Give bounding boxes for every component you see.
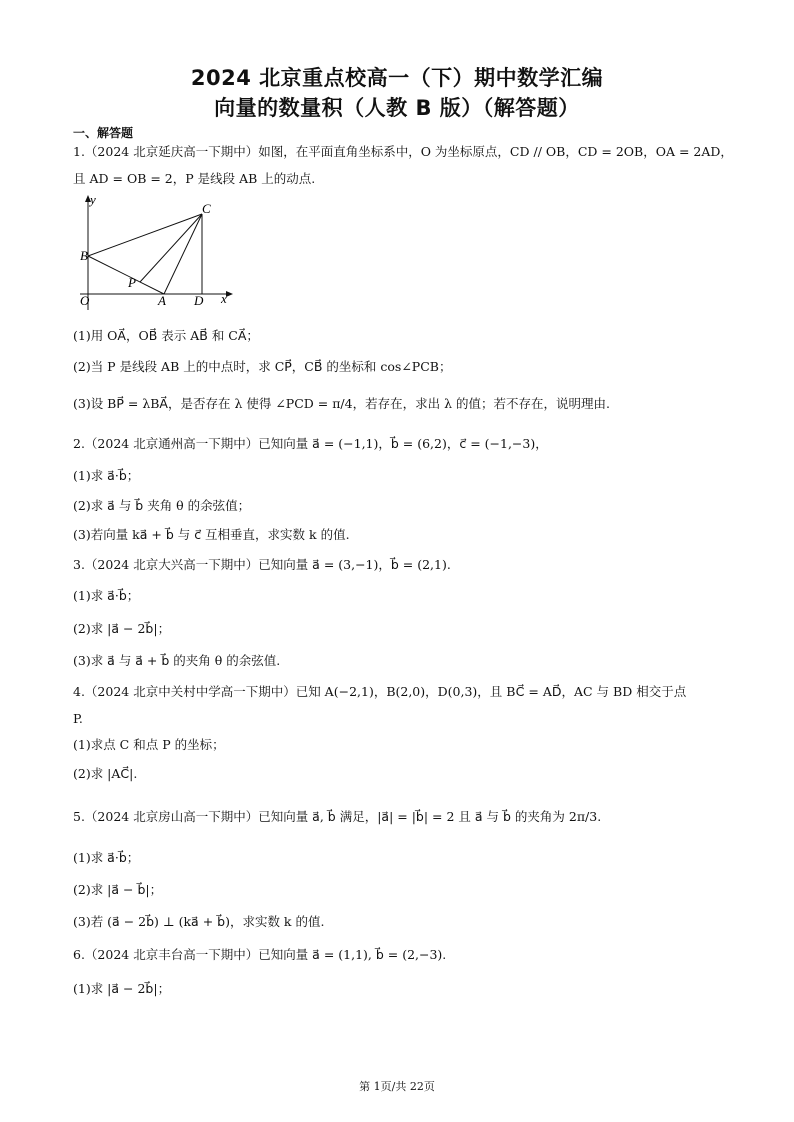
segment-BA (88, 256, 164, 294)
x-axis-arrow (226, 291, 233, 297)
problem-3-part-1: (1)求 a⃗·b⃗； (73, 588, 140, 603)
page-title-line-1: 2024 北京重点校高一（下）期中数学汇编 (190, 66, 604, 90)
problem-1-part-1: (1)用 OA⃗，OB⃗ 表示 AB⃗ 和 CA⃗； (73, 328, 259, 343)
problem-2-part-1: (1)求 a⃗·b⃗； (73, 468, 140, 483)
label-B: B (80, 248, 88, 263)
page-footer: 第 1页/共 22页 (359, 1080, 435, 1093)
segment-CP (140, 214, 202, 282)
problem-2-part-2: (2)求 a⃗ 与 b⃗ 夹角 θ 的余弦值； (73, 498, 251, 513)
label-O: O (80, 293, 90, 308)
label-C: C (202, 201, 211, 216)
problem-3-part-3: (3)求 a⃗ 与 a⃗ + b⃗ 的夹角 θ 的余弦值. (73, 653, 281, 668)
problem-3-statement: 3.（2024 北京大兴高一下期中）已知向量 a⃗ = (3,−1)，b⃗ = (2,1). (73, 557, 451, 572)
coordinate-figure (70, 192, 240, 312)
problem-4-part-1: (1)求点 C 和点 P 的坐标； (73, 737, 225, 752)
problem-1-statement-line-2: 且 AD = OB = 2，P 是线段 AB 上的动点. (73, 171, 316, 186)
label-y: y (90, 192, 96, 207)
problem-1-part-2: (2)当 P 是线段 AB 上的中点时，求 CP⃗，CB⃗ 的坐标和 cos∠PCB； (73, 359, 452, 374)
label-x: x (221, 291, 227, 306)
problem-4-statement-line-1: 4.（2024 北京中关村中学高一下期中）已知 A(−2,1)，B(2,0)，D(0,3)，且 BC⃗ = AD⃗，AC 与 BD 相交于点 (73, 684, 687, 699)
problem-6-part-1: (1)求 |a⃗ − 2b⃗|； (73, 981, 171, 996)
label-P: P (128, 275, 136, 290)
label-A: A (158, 293, 166, 308)
problem-4-part-2: (2)求 |AC⃗|. (73, 766, 138, 781)
problem-4-statement-line-2: P. (73, 711, 83, 726)
problem-5-part-1: (1)求 a⃗·b⃗； (73, 850, 140, 865)
problem-5-statement: 5.（2024 北京房山高一下期中）已知向量 a⃗, b⃗ 满足，|a⃗| = |b⃗| = 2 且 a⃗ 与 b⃗ 的夹角为 2π/3. (73, 809, 602, 824)
problem-2-part-3: (3)若向量 ka⃗ + b⃗ 与 c⃗ 互相垂直，求实数 k 的值. (73, 527, 350, 542)
problem-5-part-3: (3)若 (a⃗ − 2b⃗) ⊥ (ka⃗ + b⃗)，求实数 k 的值. (73, 914, 325, 929)
problem-2-statement: 2.（2024 北京通州高一下期中）已知向量 a⃗ = (−1,1)，b⃗ = (6,2)，c⃗ = (−1,−3)， (73, 436, 548, 451)
problem-6-statement: 6.（2024 北京丰台高一下期中）已知向量 a⃗ = (1,1), b⃗ = (2,−3). (73, 947, 447, 962)
label-D: D (194, 293, 204, 308)
page-title-line-2: 向量的数量积（人教 B 版）（解答题） (214, 96, 580, 120)
problem-1-statement-line-1: 1.（2024 北京延庆高一下期中）如图，在平面直角坐标系中，O 为坐标原点，CD // OB，CD = 2OB，OA = 2AD， (73, 144, 733, 159)
problem-3-part-2: (2)求 |a⃗ − 2b⃗|； (73, 621, 171, 636)
problem-1-part-3: (3)设 BP⃗ = λBA⃗，是否存在 λ 使得 ∠PCD = π/4，若存在，求出 λ 的值；若不存在，说明理由. (73, 396, 610, 411)
section-heading: 一、解答题 (73, 126, 134, 140)
problem-5-part-2: (2)求 |a⃗ − b⃗|； (73, 882, 163, 897)
